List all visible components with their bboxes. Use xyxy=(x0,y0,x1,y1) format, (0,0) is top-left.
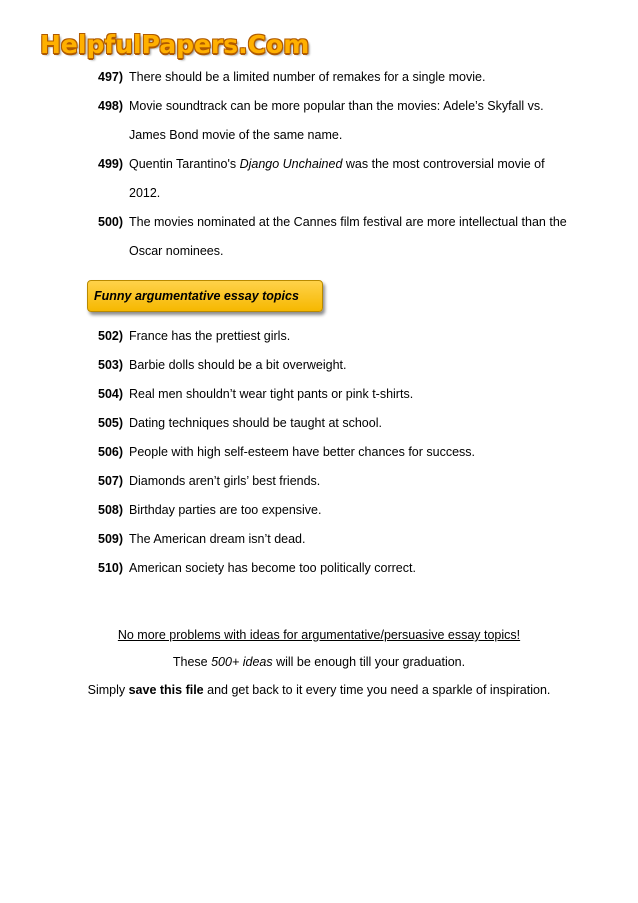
movie-title: Django Unchained xyxy=(239,157,343,171)
item-number: 507) xyxy=(98,474,124,488)
item-number: 508) xyxy=(98,503,124,517)
item-text-post: was the most controversial movie of xyxy=(342,157,545,171)
item-number: 510) xyxy=(98,561,124,575)
footer-text: Simply xyxy=(87,683,129,697)
footer-italic-text: 500+ ideas xyxy=(211,655,273,669)
site-logo: HelpfulPapers.Com xyxy=(40,30,310,59)
footer-text: These xyxy=(172,655,212,669)
list-item xyxy=(98,384,598,404)
item-number: 509) xyxy=(98,532,124,546)
section-title: Funny argumentative essay topics xyxy=(94,289,299,303)
item-text: Diamonds aren’t girls’ best friends. xyxy=(129,474,321,488)
topic-list xyxy=(94,67,598,587)
item-text: There should be a limited number of remakes for a single movie. xyxy=(129,70,486,84)
list-item xyxy=(98,212,598,261)
list-item xyxy=(98,154,598,203)
item-number: 503) xyxy=(98,358,124,372)
list-item xyxy=(98,67,598,87)
item-text-continued: Oscar nominees. xyxy=(129,244,224,258)
item-text: Movie soundtrack can be more popular than the movies: Adele’s Skyfall vs. xyxy=(129,99,544,113)
section-heading xyxy=(87,280,323,312)
list-item xyxy=(98,326,598,346)
footer-line-3 xyxy=(0,683,638,697)
item-text: France has the prettiest girls. xyxy=(129,329,291,343)
footer-text: will be enough till your graduation. xyxy=(272,655,466,669)
footer-underlined-text: No more problems with ideas for argumentative/persuasive essay topics! xyxy=(117,628,521,642)
funny-topic-list xyxy=(98,326,598,578)
item-number: 497) xyxy=(98,70,124,84)
item-text-continued: James Bond movie of the same name. xyxy=(129,128,343,142)
item-text-pre: Quentin Tarantino's xyxy=(129,157,240,171)
item-text: American society has become too politically correct. xyxy=(129,561,416,575)
item-number: 505) xyxy=(98,416,124,430)
item-text: Dating techniques should be taught at school. xyxy=(129,416,382,430)
item-number: 498) xyxy=(98,99,124,113)
footer-text: and get back to it every time you need a sparkle of inspiration. xyxy=(203,683,551,697)
item-text: People with high self-esteem have better chances for success. xyxy=(129,445,476,459)
list-item xyxy=(98,413,598,433)
item-number: 500) xyxy=(98,215,124,229)
footer-line-2 xyxy=(0,655,638,669)
item-text: The movies nominated at the Cannes film festival are more intellectual than the xyxy=(129,215,567,229)
item-text: The American dream isn’t dead. xyxy=(129,532,306,546)
item-text: Barbie dolls should be a bit overweight. xyxy=(129,358,347,372)
item-number: 499) xyxy=(98,157,124,171)
list-item xyxy=(98,471,598,491)
item-text-continued: 2012. xyxy=(129,186,161,200)
footer-line-1 xyxy=(0,628,638,642)
item-text: Birthday parties are too expensive. xyxy=(129,503,322,517)
list-item xyxy=(98,558,598,578)
item-text: Real men shouldn’t wear tight pants or pink t-shirts. xyxy=(129,387,414,401)
item-number: 504) xyxy=(98,387,124,401)
item-number: 506) xyxy=(98,445,124,459)
footer-bold-text: save this file xyxy=(128,683,204,697)
item-number: 502) xyxy=(98,329,124,343)
list-item xyxy=(98,442,598,462)
list-item xyxy=(98,96,598,145)
list-item xyxy=(98,529,598,549)
list-item xyxy=(98,355,598,375)
list-item xyxy=(98,500,598,520)
